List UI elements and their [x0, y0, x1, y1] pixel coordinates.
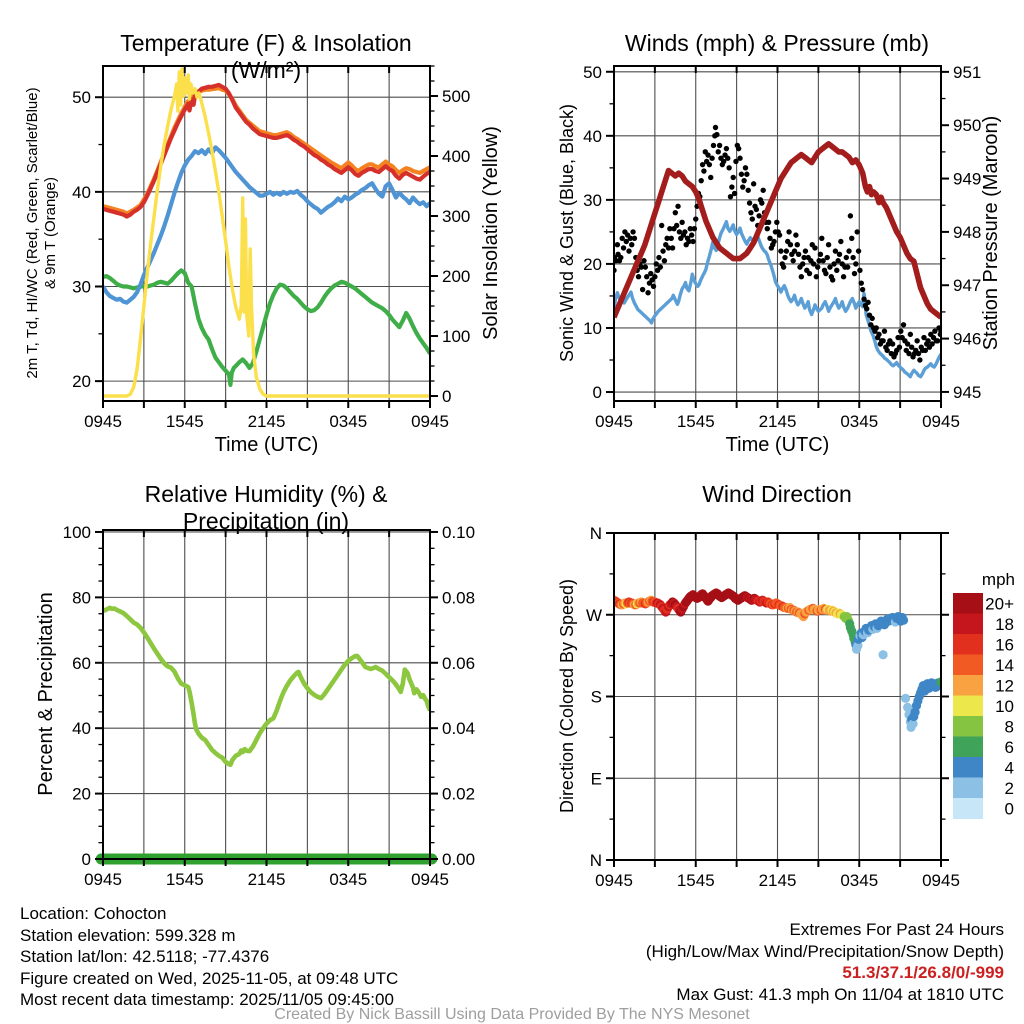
svg-text:80: 80	[72, 588, 91, 608]
svg-text:16: 16	[995, 635, 1014, 655]
svg-text:0945: 0945	[411, 412, 449, 431]
svg-text:2145: 2145	[247, 870, 286, 889]
svg-text:951: 951	[953, 62, 982, 82]
svg-text:6: 6	[1004, 737, 1014, 757]
panel-temp-title: Temperature (F) & Insolation (W/m²)	[120, 30, 412, 83]
svg-text:0.10: 0.10	[442, 522, 476, 542]
svg-text:40: 40	[583, 126, 602, 146]
svg-text:W: W	[585, 605, 602, 625]
extremes-block	[646, 919, 1004, 1005]
svg-text:947: 947	[953, 276, 982, 296]
data-timestamp: Most recent data timestamp: 2025/11/05 09:45:00	[20, 990, 394, 1009]
svg-text:0.06: 0.06	[442, 653, 476, 673]
svg-text:400: 400	[442, 147, 471, 167]
extremes-title: Extremes For Past 24 Hours	[789, 920, 1004, 939]
temp-yleft-line2: & 9m T (Orange)	[42, 177, 59, 289]
svg-text:0345: 0345	[840, 871, 879, 890]
temp-yleft-line1: 2m T, Td, HI/WC (Red, Green, Scarlet/Blue)	[24, 87, 41, 379]
svg-text:40: 40	[72, 719, 91, 739]
svg-text:30: 30	[583, 190, 602, 210]
svg-text:2145: 2145	[758, 412, 797, 431]
svg-text:N: N	[589, 851, 602, 870]
percent-axis-text: Percent & Precipitation	[35, 592, 57, 796]
svg-text:0: 0	[592, 383, 602, 403]
svg-text:mph: mph	[981, 570, 1015, 589]
svg-text:10: 10	[583, 318, 602, 338]
pressure-axis-text: Station Pressure (Maroon)	[980, 115, 1002, 351]
svg-text:100: 100	[442, 327, 471, 347]
station-elevation: Station elevation: 599.328 m	[20, 925, 236, 945]
svg-text:949: 949	[953, 169, 982, 189]
svg-text:0.08: 0.08	[442, 588, 476, 608]
svg-text:10: 10	[995, 696, 1014, 716]
svg-text:0945: 0945	[595, 871, 633, 890]
max-gust: Max Gust: 41.3 mph On 11/04 at 1810 UTC	[676, 984, 1004, 1004]
panel-wind-xaxis-label: Time (UTC)	[725, 434, 830, 456]
svg-text:2145: 2145	[758, 871, 797, 890]
figure-created: Figure created on Wed, 2025-11-05, at 09:48 UTC	[20, 968, 399, 988]
svg-text:0: 0	[81, 850, 91, 869]
svg-text:20: 20	[72, 784, 91, 804]
svg-text:0945: 0945	[84, 412, 122, 431]
svg-text:1545: 1545	[676, 412, 715, 431]
svg-text:100: 100	[62, 522, 91, 542]
svg-text:2: 2	[1004, 778, 1014, 798]
station-info	[20, 903, 398, 1011]
svg-text:0945: 0945	[922, 871, 960, 890]
svg-text:950: 950	[953, 116, 982, 136]
svg-text:946: 946	[953, 329, 982, 349]
svg-text:0: 0	[442, 387, 452, 407]
svg-text:20+: 20+	[985, 594, 1014, 614]
svg-text:0345: 0345	[329, 412, 368, 431]
wind-axis-text: Sonic Wind & Gust (Blue, Black)	[557, 103, 577, 363]
svg-text:S: S	[590, 687, 602, 707]
svg-text:0.02: 0.02	[442, 784, 476, 804]
panel-wind-title: Winds (mph) & Pressure (mb)	[624, 30, 930, 56]
svg-text:4: 4	[1004, 758, 1014, 778]
svg-text:E: E	[590, 769, 602, 789]
station-latlon: Station lat/lon: 42.5118; -77.4376	[20, 947, 270, 966]
svg-text:500: 500	[442, 87, 471, 107]
svg-text:8: 8	[1004, 717, 1014, 737]
svg-text:40: 40	[72, 182, 91, 202]
svg-text:300: 300	[442, 207, 471, 227]
svg-text:14: 14	[995, 655, 1014, 675]
svg-text:945: 945	[953, 382, 982, 402]
svg-text:50: 50	[583, 62, 602, 82]
svg-text:1545: 1545	[165, 412, 204, 431]
panel-direction-title: Wind Direction	[702, 481, 852, 507]
svg-text:0.00: 0.00	[442, 850, 476, 869]
svg-text:50: 50	[72, 88, 91, 108]
svg-text:20: 20	[583, 254, 602, 274]
extremes-values: 51.3/37.1/26.8/0/-999	[842, 963, 1004, 982]
extremes-subtitle: (High/Low/Max Wind/Precipitation/Snow Depth)	[645, 941, 1004, 961]
svg-text:0: 0	[1004, 799, 1014, 819]
direction-axis-text: Direction (Colored By Speed)	[557, 578, 577, 814]
svg-text:20: 20	[72, 372, 91, 392]
svg-text:0945: 0945	[595, 412, 633, 431]
svg-text:0345: 0345	[329, 870, 368, 889]
svg-text:0945: 0945	[922, 412, 960, 431]
insolation-axis-text: Solar Insolation (Yellow)	[480, 126, 502, 340]
svg-text:0345: 0345	[840, 412, 879, 431]
svg-text:60: 60	[72, 653, 91, 673]
svg-text:200: 200	[442, 267, 471, 287]
svg-text:18: 18	[995, 614, 1014, 634]
credit-line: Created By Nick Bassill Using Data Provided By The NYS Mesonet	[274, 1006, 750, 1023]
svg-text:12: 12	[995, 676, 1014, 696]
svg-text:1545: 1545	[165, 870, 204, 889]
svg-text:948: 948	[953, 222, 982, 242]
panel-temp-xaxis-label: Time (UTC)	[214, 434, 319, 456]
panel-rh-title: Relative Humidity (%) & Precipitation (in)	[144, 481, 388, 534]
svg-text:30: 30	[72, 277, 91, 297]
station-location: Location: Cohocton	[20, 904, 167, 923]
svg-text:0945: 0945	[411, 870, 449, 889]
svg-text:2145: 2145	[247, 412, 286, 431]
svg-text:1545: 1545	[676, 871, 715, 890]
svg-text:0.04: 0.04	[442, 719, 476, 739]
svg-text:N: N	[589, 524, 602, 543]
svg-text:0945: 0945	[84, 870, 122, 889]
